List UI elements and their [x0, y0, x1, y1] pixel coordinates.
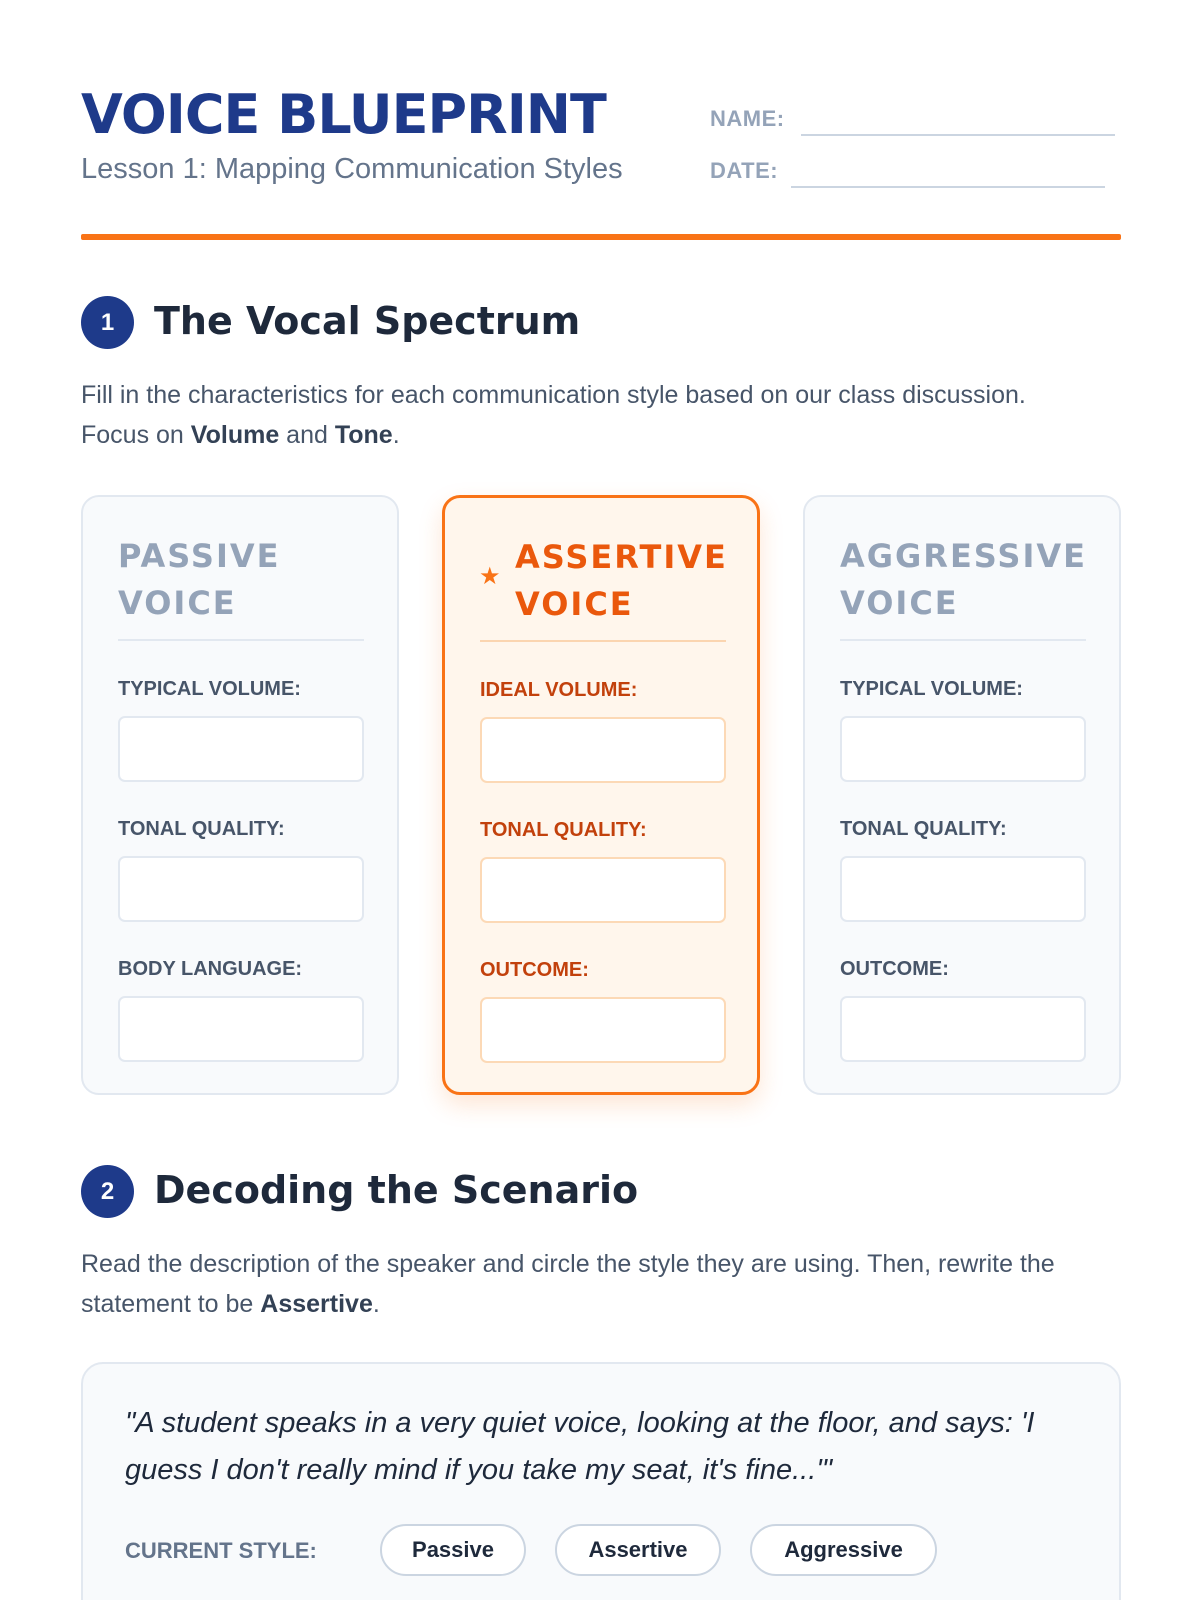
card-title: AGGRESSIVE VOICE: [840, 537, 1087, 622]
card-divider: [840, 639, 1086, 641]
passive-voice-card: [81, 495, 399, 1095]
instructions-text: .: [392, 421, 400, 449]
answer-box[interactable]: [118, 996, 364, 1062]
answer-box[interactable]: [480, 857, 726, 923]
instructions-text: Fill in the characteristics for each communication style based on our class discussion. Focus on: [81, 381, 1026, 449]
style-option-assertive[interactable]: Assertive: [555, 1524, 721, 1576]
name-field[interactable]: [801, 134, 1115, 136]
answer-box[interactable]: [118, 856, 364, 922]
page-title: VOICE BLUEPRINT: [81, 83, 606, 146]
answer-box[interactable]: [840, 996, 1086, 1062]
header-divider: [81, 234, 1121, 240]
answer-box[interactable]: [480, 997, 726, 1063]
section-1-instructions: [81, 375, 1091, 455]
star-icon: ★: [479, 563, 501, 590]
current-style-label: CURRENT STYLE:: [125, 1538, 317, 1563]
field-label: BODY LANGUAGE:: [118, 958, 303, 980]
card-title: ASSERTIVE VOICE: [515, 538, 728, 623]
aggressive-voice-card: [803, 495, 1121, 1095]
field-label: IDEAL VOLUME:: [480, 679, 638, 701]
field-label: TONAL QUALITY:: [840, 818, 1007, 840]
section-2-instructions: [81, 1244, 1091, 1324]
field-label: TONAL QUALITY:: [480, 819, 647, 841]
field-label: TYPICAL VOLUME:: [118, 678, 301, 700]
date-label: DATE:: [710, 158, 779, 183]
instructions-text: Read the description of the speaker and circle the style they are using. Then, rewrite the statement to be: [81, 1250, 1055, 1318]
style-option-aggressive[interactable]: Aggressive: [750, 1524, 937, 1576]
name-label: NAME:: [710, 106, 785, 131]
answer-box[interactable]: [118, 716, 364, 782]
card-divider: [480, 640, 726, 642]
answer-box[interactable]: [840, 856, 1086, 922]
instructions-text: and: [279, 421, 335, 449]
field-label: TONAL QUALITY:: [118, 818, 285, 840]
answer-box[interactable]: [480, 717, 726, 783]
section-number-badge: 1: [81, 296, 134, 349]
scenario-box: [81, 1362, 1121, 1600]
field-label: OUTCOME:: [480, 959, 589, 981]
card-title: PASSIVE VOICE: [118, 537, 281, 622]
assertive-voice-card: [442, 495, 760, 1095]
header: [81, 84, 1121, 244]
instructions-emphasis: Tone: [334, 421, 393, 449]
section-1-heading: [81, 294, 1121, 350]
scenario-quote: "A student speaks in a very quiet voice, looking at the floor, and says: 'I guess I don't really mind if you take my seat, it's fine...'": [125, 1407, 1035, 1486]
instructions-emphasis: Volume: [190, 421, 280, 449]
field-label: TYPICAL VOLUME:: [840, 678, 1023, 700]
section-2-heading: [81, 1163, 1121, 1219]
instructions-text: .: [372, 1290, 380, 1318]
date-field[interactable]: [791, 186, 1105, 188]
section-number-badge: 2: [81, 1165, 134, 1218]
section-title: The Vocal Spectrum: [154, 299, 581, 343]
field-label: OUTCOME:: [840, 958, 949, 980]
answer-box[interactable]: [840, 716, 1086, 782]
card-divider: [118, 639, 364, 641]
instructions-emphasis: Assertive: [260, 1290, 373, 1318]
section-title: Decoding the Scenario: [154, 1168, 639, 1212]
style-option-passive[interactable]: Passive: [380, 1524, 526, 1576]
page-subtitle: Lesson 1: Mapping Communication Styles: [81, 153, 623, 185]
